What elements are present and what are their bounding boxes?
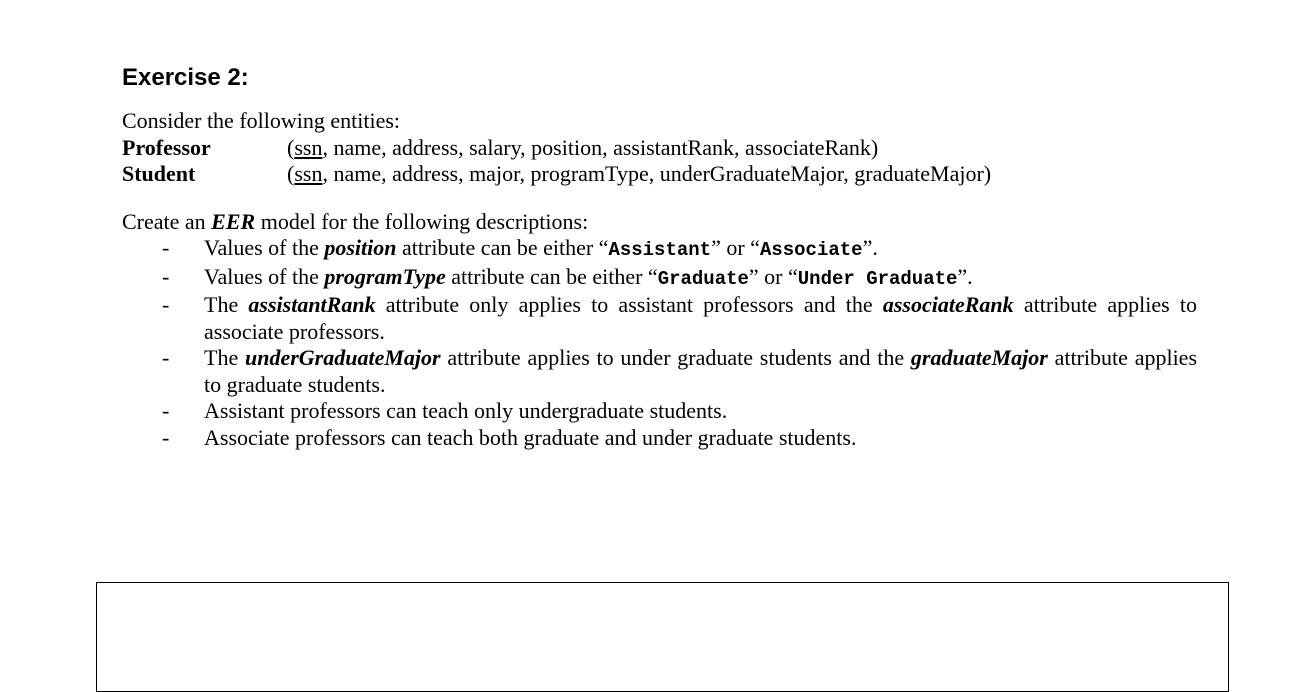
attribute-name: position bbox=[324, 235, 397, 260]
attribute-name: assistantRank bbox=[248, 292, 376, 317]
open-paren: ( bbox=[287, 134, 295, 160]
task-text bbox=[122, 209, 1197, 236]
requirement-text: Assistant professors can teach only undergraduate students. bbox=[204, 398, 728, 423]
answer-box bbox=[96, 582, 1229, 692]
list-dash: - bbox=[162, 263, 170, 289]
list-item bbox=[122, 345, 1197, 398]
entity-name: Student bbox=[122, 161, 196, 186]
list-dash: - bbox=[162, 345, 170, 370]
list-dash: - bbox=[162, 398, 170, 423]
requirement-text: Values of the position attribute can be either “Assistant” or “Associate”. bbox=[204, 235, 878, 261]
attribute-name: associateRank bbox=[882, 292, 1014, 317]
intro-text: Consider the following entities: bbox=[122, 108, 401, 133]
requirements-list bbox=[122, 235, 1197, 451]
value-literal: Under Graduate bbox=[797, 267, 958, 290]
spacer bbox=[122, 188, 1197, 209]
list-item bbox=[122, 235, 1197, 264]
entity-name: Professor bbox=[122, 134, 211, 160]
value-literal: Assistant bbox=[608, 239, 712, 261]
list-dash: - bbox=[162, 235, 170, 260]
task-emphasis: EER bbox=[211, 208, 256, 234]
list-item bbox=[122, 292, 1197, 345]
requirement-text: The underGraduateMajor attribute applies to under graduate students and the graduateMajor attribute applies to graduate students. bbox=[204, 345, 1198, 397]
attribute-list: , name, address, salary, position, assistantRank, associateRank) bbox=[322, 134, 879, 160]
exercise-body bbox=[122, 108, 1197, 451]
list-dash: - bbox=[162, 424, 170, 450]
value-literal: Associate bbox=[759, 239, 863, 261]
attribute-name: graduateMajor bbox=[910, 345, 1048, 370]
exercise-title: Exercise 2: bbox=[122, 64, 249, 91]
attribute-name: underGraduateMajor bbox=[244, 345, 441, 370]
list-item bbox=[122, 425, 1197, 452]
attribute-list: , name, address, major, programType, underGraduateMajor, graduateMajor) bbox=[322, 161, 992, 186]
task-suffix: model for the following descriptions: bbox=[255, 208, 589, 234]
open-paren: ( bbox=[287, 161, 295, 186]
entity-attributes bbox=[287, 135, 878, 162]
entity-student bbox=[122, 161, 1197, 188]
entity-attributes bbox=[287, 161, 991, 188]
entity-professor bbox=[122, 135, 1197, 162]
value-literal: Graduate bbox=[657, 267, 749, 290]
list-item bbox=[122, 264, 1197, 293]
list-dash: - bbox=[162, 292, 170, 317]
task-prefix: Create an bbox=[122, 208, 212, 234]
requirement-text: The assistantRank attribute only applies to assistant professors and the associateRank attribute applies to associate professors. bbox=[204, 292, 1198, 344]
primary-key: ssn bbox=[294, 161, 323, 186]
requirement-text: Associate professors can teach both graduate and under graduate students. bbox=[204, 424, 857, 450]
attribute-name: programType bbox=[324, 263, 446, 289]
requirement-text: Values of the programType attribute can be either “Graduate” or “Under Graduate”. bbox=[204, 263, 973, 290]
list-item bbox=[122, 398, 1197, 425]
primary-key: ssn bbox=[294, 134, 323, 160]
